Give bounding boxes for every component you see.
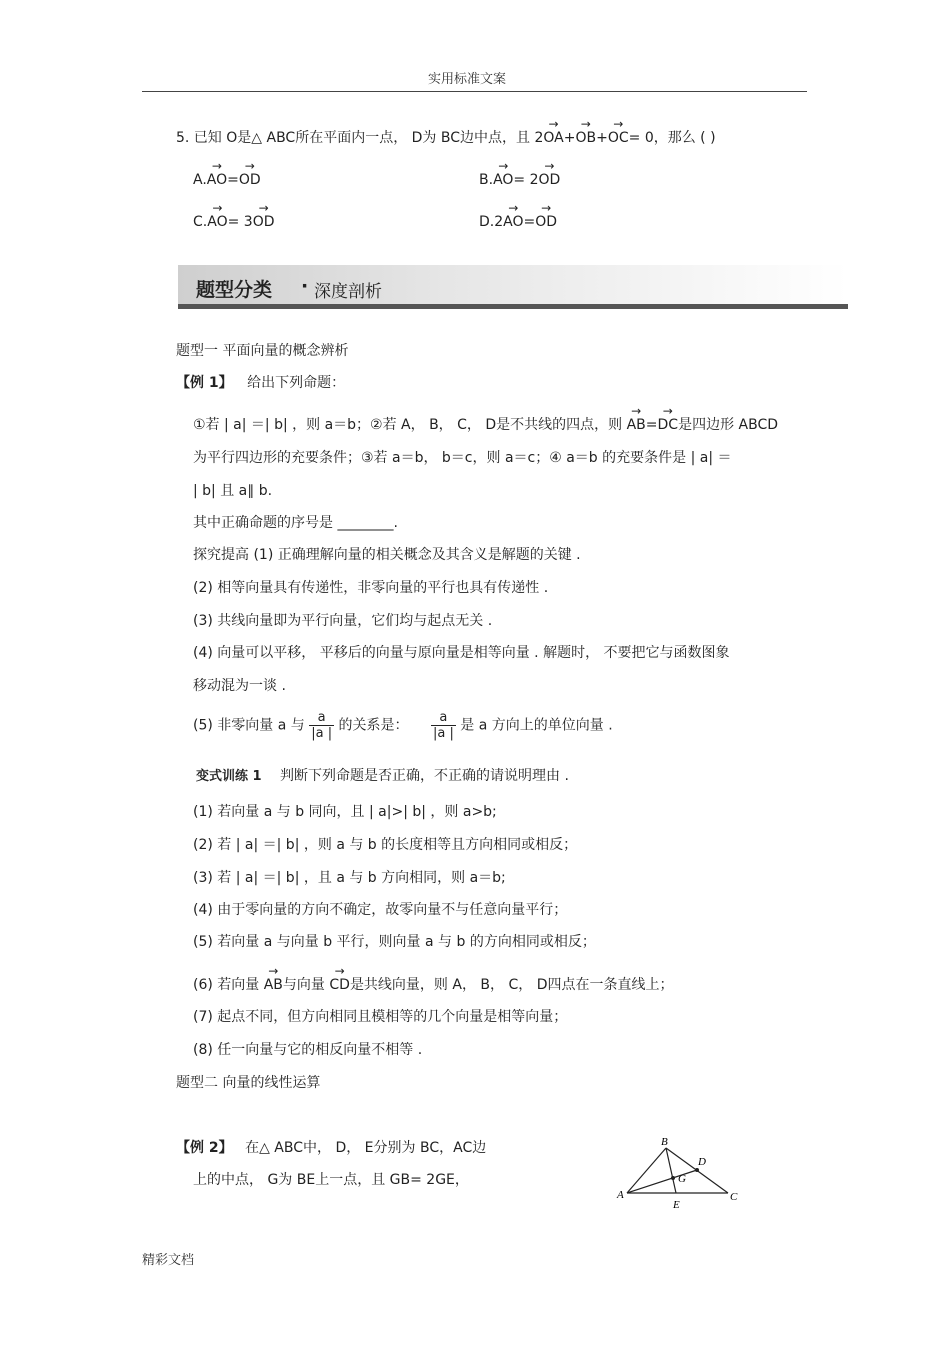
option-c (193, 213, 275, 231)
variation-item-6-tail: 是共线向量，则 A， B， C， D四点在一条直线上； (349, 977, 674, 993)
variation-1-label: 变式训练 1 (196, 769, 262, 784)
variation-1-intro: 判断下列命题是否正确，不正确的请说明理由 . (280, 768, 569, 784)
ex1-line-1 (193, 416, 778, 434)
vector-ab: → AB (264, 976, 283, 994)
example-2-label: 【例 2】 (176, 1140, 233, 1156)
ex1-line-1-tail: 是四边形 ABCD (678, 417, 779, 433)
header-rule (142, 91, 807, 92)
tip-5 (193, 710, 613, 741)
variation-item-4: (4) 由于零向量的方向不确定，故零向量不与任意向量平行； (193, 902, 568, 918)
example-1-heading (176, 374, 345, 392)
option-b (479, 171, 560, 189)
option-b-label: B. (479, 172, 494, 188)
q5-tail: = 0，那么 ( ) (628, 130, 716, 146)
label-c: C (730, 1191, 738, 1203)
vector-ao: → AO (503, 213, 523, 231)
variation-item-8: (8) 任一向量与它的相反向量不相等 . (193, 1042, 423, 1058)
section-banner (178, 265, 848, 309)
vector-ab: → AB (627, 416, 646, 434)
vector-ob: → OB (575, 129, 596, 147)
banner-underline (178, 304, 848, 309)
ex1-line-1-text: ①若 | a| ＝| b| ，则 a＝b；②若 A， B， C， D是不共线的四点，则 (193, 417, 623, 433)
variation-item-7: (7) 起点不同，但方向相同且模相等的几个向量是相等向量； (193, 1009, 568, 1025)
option-a-equal: = (227, 172, 239, 188)
tip-5-text: (5) 非零向量 a 与 (193, 717, 305, 734)
ex1-line-2: 为平行四边形的充要条件；③若 a＝b， b＝c，则 a＝c；④ a＝b 的充要条件是 | a| ＝ (193, 450, 732, 466)
label-e: E (673, 1199, 680, 1211)
variation-item-3: (3) 若 | a| ＝| b| ，且 a 与 b 方向相同，则 a＝b; (193, 870, 506, 886)
equal-sign: = (645, 417, 658, 433)
example-2-text: 在△ ABC中， D， E分别为 BC，AC边 (245, 1140, 487, 1156)
page-footer: 精彩文档 (142, 1253, 195, 1268)
variation-item-5: (5) 若向量 a 与向量 b 平行，则向量 a 与 b 的方向相同或相反； (193, 934, 596, 950)
variation-item-2: (2) 若 | a| ＝| b| ，则 a 与 b 的长度相等且方向相同或相反； (193, 837, 578, 853)
plus-sign: + (563, 130, 576, 146)
label-g: G (678, 1173, 686, 1185)
fraction-denominator: |a | (432, 726, 454, 741)
type-2-title: 题型二 向量的线性运算 (176, 1075, 321, 1091)
example-2-line-2: 上的中点， G为 BE上一点，且 GB= 2GE， (193, 1172, 469, 1188)
variation-item-1: (1) 若向量 a 与 b 同向，且 | a|>| b| ，则 a>b; (193, 804, 497, 820)
variation-item-6-text: (6) 若向量 (193, 977, 260, 993)
example-1-intro: 给出下列命题： (247, 375, 346, 391)
option-a-label: A. (193, 172, 207, 188)
example-1-label: 【例 1】 (176, 375, 233, 391)
triangle-figure (610, 1130, 750, 1215)
banner-title: 题型分类 (196, 279, 273, 301)
fraction-numerator: a (309, 710, 334, 726)
tip-2: (2) 相等向量具有传递性，非零向量的平行也具有传递性 . (193, 580, 549, 596)
label-d: D (698, 1156, 706, 1168)
option-c-label: C. (193, 214, 208, 230)
option-d-label: D.2 (479, 214, 504, 230)
variation-1-heading (196, 767, 569, 786)
tip-5-tail: 是 a 方向上的单位向量 . (460, 717, 613, 734)
vector-oc: → OC (608, 129, 629, 147)
page-header: 实用标准文案 (428, 72, 507, 87)
type-1-title: 题型一 平面向量的概念辨析 (176, 343, 349, 359)
option-d (479, 213, 557, 231)
option-d-equal: = (523, 214, 536, 230)
ex1-line-3: | b| 且 a∥ b. (193, 483, 273, 499)
unit-vector-fraction (309, 710, 334, 741)
vector-ao: → AO (493, 171, 513, 189)
vector-od: → OD (239, 171, 261, 189)
question-5-stem (176, 129, 716, 147)
vector-oa: → OA (543, 129, 563, 147)
variation-item-6-mid: 与向量 (282, 977, 325, 993)
tip-4-continued: 移动混为一谈 . (193, 678, 286, 694)
vector-cd: → CD (329, 976, 350, 994)
tip-4: (4) 向量可以平移， 平移后的向量与原向量是相等向量 . 解题时， 不要把它与函数图象 (193, 645, 730, 661)
plus-sign: + (596, 130, 608, 146)
label-a: A (617, 1189, 624, 1201)
point-g (671, 1176, 675, 1180)
ex1-line-4: 其中正确命题的序号是 ________. (193, 515, 398, 531)
tip-5-relation: 的关系是： (338, 717, 409, 734)
tip-3: (3) 共线向量即为平行向量，它们均与起点无关 . (193, 613, 493, 629)
banner-dot: · (301, 275, 309, 297)
option-b-equal: = 2 (513, 172, 539, 188)
banner-subtitle: 深度剖析 (314, 282, 382, 302)
vector-od: → OD (539, 171, 561, 189)
vector-ao: → AO (207, 213, 227, 231)
vector-ao: → AO (207, 171, 227, 189)
vector-od: → OD (535, 213, 557, 231)
vector-dc: → DC (658, 416, 679, 434)
tip-1: 探究提高 (1) 正确理解向量的相关概念及其含义是解题的关键 . (193, 547, 581, 563)
example-2-line-1 (176, 1139, 486, 1157)
vector-od: → OD (253, 213, 275, 231)
q5-stem-text: 5. 已知 O是△ ABC所在平面内一点， D为 BC边中点，且 2 (176, 130, 544, 146)
option-a (193, 171, 261, 189)
option-c-equal: = 3 (227, 214, 253, 230)
label-b: B (661, 1136, 668, 1148)
point-d (695, 1168, 699, 1172)
fraction-numerator: a (431, 710, 456, 726)
unit-vector-fraction (431, 710, 456, 741)
banner-background (178, 265, 848, 305)
fraction-denominator: |a | (311, 726, 333, 741)
variation-item-6 (193, 976, 673, 994)
